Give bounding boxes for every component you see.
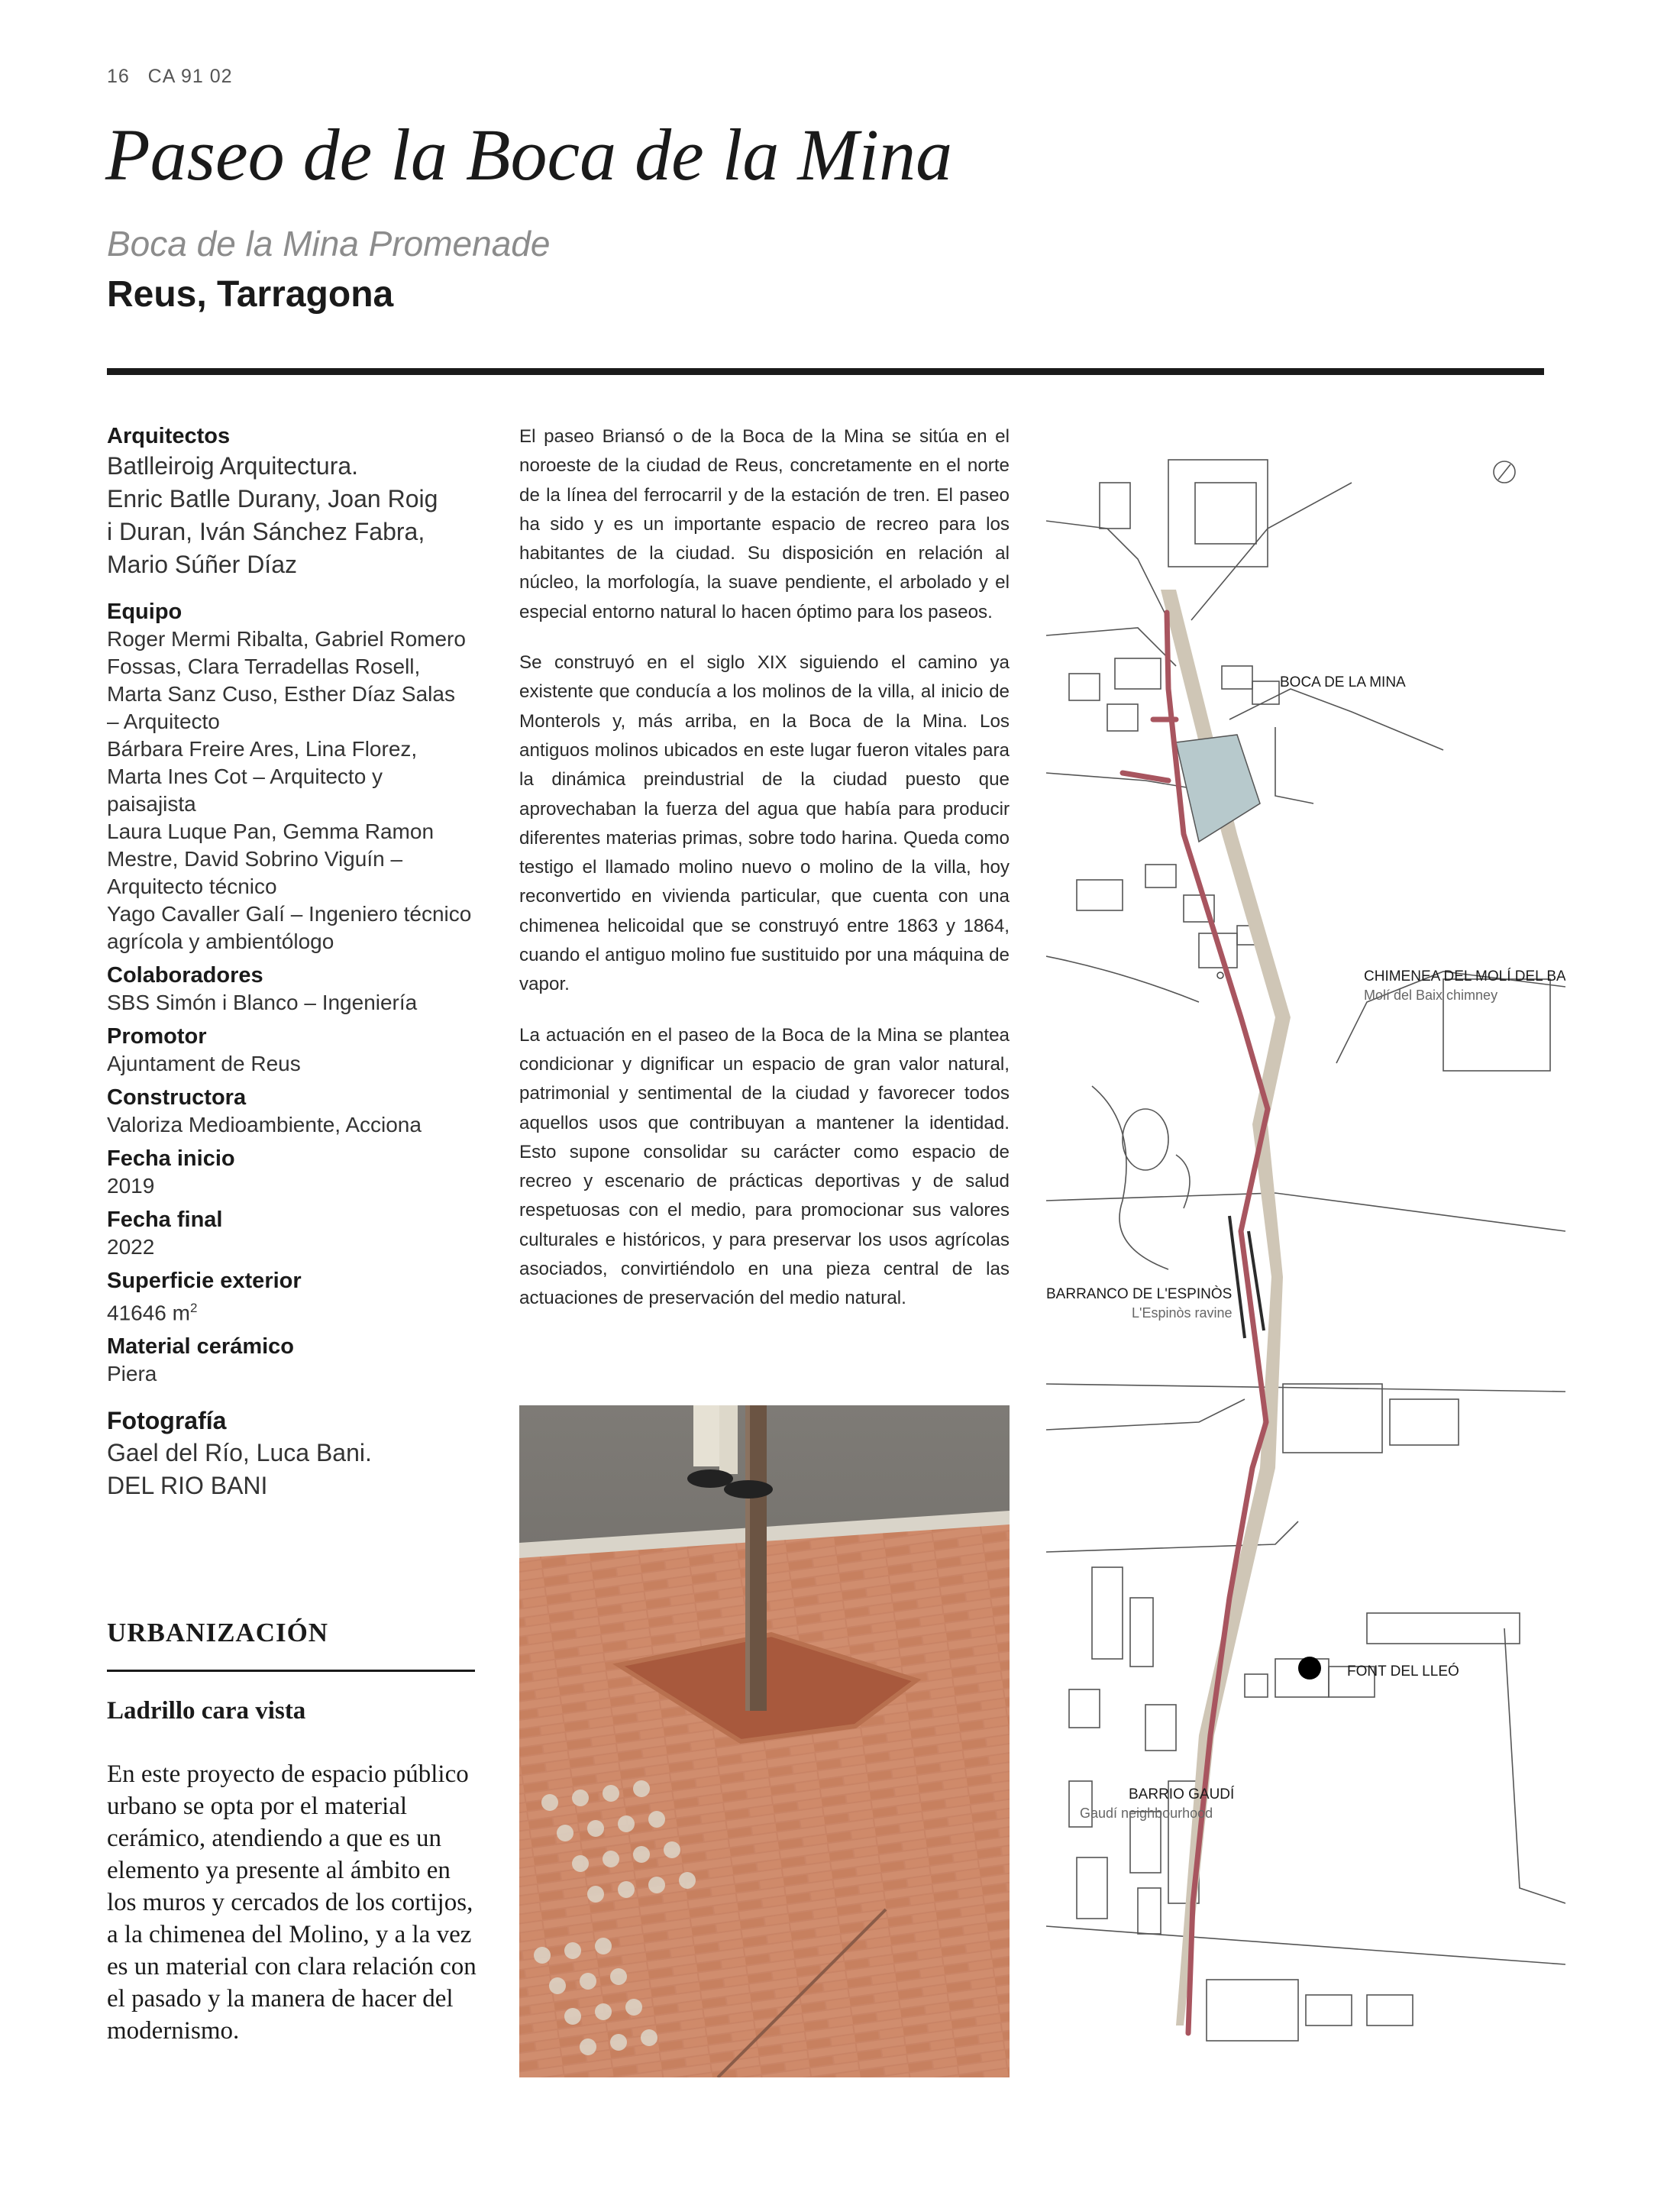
credits-label-promotor: Promotor <box>107 1024 207 1049</box>
credits-equipo-line: paisajista <box>107 792 196 816</box>
credits-fecha-final: 2022 <box>107 1235 155 1259</box>
pavement-photo <box>519 1405 1010 2077</box>
page-number: 16 <box>107 66 130 87</box>
article-subtitle: Boca de la Mina Promenade <box>107 224 551 263</box>
section-text: En este proyecto de espacio público urbano se opta por el material cerámico, atendiendo a que es un elemento ya presente al ámbito en los muros y cercados de los cortijos, a la chimenea del Molino, y a la vez es un material con clara relación con el pasado y la manera de hacer del modernismo. <box>107 1760 477 2045</box>
chimney-marker <box>1217 972 1223 978</box>
page-header <box>107 66 233 88</box>
credits-label-fecha-inicio: Fecha inicio <box>107 1146 235 1171</box>
title-divider <box>107 368 1544 375</box>
section-subheading: Ladrillo cara vista <box>107 1697 306 1725</box>
credits-equipo-line: Fossas, Clara Terradellas Rosell, <box>107 655 421 678</box>
credits-equipo-line: Mestre, David Sobrino Viguín – <box>107 847 403 871</box>
pavement-photo-drawing <box>519 1405 1010 2077</box>
map-label-chimenea: CHIMENEA DEL MOLÍ DEL BAIX <box>1364 968 1565 984</box>
credits-equipo-line: agrícola y ambientólogo <box>107 929 334 953</box>
article-title: Paseo de la Boca de la Mina <box>105 114 953 196</box>
credits-arquitectos-line: Batlleiroig Arquitectura. <box>107 452 359 480</box>
site-plan-drawing <box>1046 437 1565 2064</box>
map-label-barrio-en: Gaudí neighbourhood <box>1080 1806 1213 1821</box>
credits-label-material: Material cerámico <box>107 1334 295 1359</box>
credits-constructora: Valoriza Medioambiente, Acciona <box>107 1113 422 1136</box>
credits-fotografia-line: Gael del Río, Luca Bani. <box>107 1439 372 1467</box>
publication-code: CA 91 02 <box>147 66 233 87</box>
map-label-chimenea-en: Molí del Baix chimney <box>1364 988 1498 1003</box>
article-location: Reus, Tarragona <box>107 274 394 315</box>
credits-fotografia-line: DEL RIO BANI <box>107 1472 268 1500</box>
superficie-unit-exponent: 2 <box>189 1301 198 1315</box>
credits-equipo-line: Roger Mermi Ribalta, Gabriel Romero <box>107 627 466 651</box>
credits-label-superficie: Superficie exterior <box>107 1269 302 1293</box>
credits-label-fotografia: Fotografía <box>107 1407 227 1435</box>
superficie-value: 41646 m <box>107 1301 190 1325</box>
section-divider <box>107 1670 475 1672</box>
body-paragraph: Se construyó en el siglo XIX siguiendo el camino ya existente que conducía a los molinos de la villa, al inicio de Monterols y, más arriba, en la Boca de la Mina. Los antiguos molinos ubicados en este lugar fueron vitales para la dinámica preindustrial de la ciudad puesto que aprovechaban la fuerza del agua que había para producir diferentes materias primas, sobre todo harina. Queda como testigo el llamado molino nuevo o molino de la villa, hoy reconvertido en vivienda particular, que cuenta con una chimenea helicoidal que se construyó entre 1863 y 1864, cuando el antiguo molino fue sustituido por una máquina de vapor. <box>519 652 1010 995</box>
credits-label-constructora: Constructora <box>107 1085 247 1110</box>
body-paragraph: El paseo Briansó o de la Boca de la Mina se sitúa en el noroeste de la ciudad de Reus, concretamente en el norte de la línea del ferrocarril y de la estación de tren. El paseo ha sido y es un importante espacio de recreo para los habitantes de la ciudad. Su disposición en relación al núcleo, la morfología, la suave pendiente, el arbolado y el especial entorno natural lo hacen óptimo para los paseos. <box>519 426 1010 622</box>
water-area <box>1176 735 1260 842</box>
font-del-lleo-marker <box>1298 1657 1321 1680</box>
credits-label-arquitectos: Arquitectos <box>107 424 231 448</box>
credits-equipo-line: Marta Sanz Cuso, Esther Díaz Salas <box>107 682 455 706</box>
credits-arquitectos-line: i Duran, Iván Sánchez Fabra, <box>107 518 425 545</box>
body-paragraph: La actuación en el paseo de la Boca de la Mina se plantea condicionar y dignificar un espacio de gran valor natural, patrimonial y sentimental de la ciudad y favorecer todos aquellos usos que contribuyan a mantener la identidad. Esto supone consolidar su carácter como espacio de recreo y escenario de prácticas deportivas y de salud respetuosas con el medio, para promocionar sus valores culturales e históricos, y para preservar los usos agrícolas asociados, convirtiéndolo en una pieza central de las actuaciones de preservación del medio natural. <box>519 1024 1010 1309</box>
credits-equipo-line: – Arquitecto <box>107 710 220 733</box>
credits-equipo-line: Laura Luque Pan, Gemma Ramon <box>107 820 435 843</box>
credits-arquitectos-line: Mario Súñer Díaz <box>107 551 297 578</box>
map-label-font: FONT DEL LLEÓ <box>1347 1663 1459 1680</box>
site-plan-map <box>1046 437 1565 2064</box>
map-label-barrio: BARRIO GAUDÍ <box>1129 1786 1235 1802</box>
map-label-barranco: BARRANCO DE L'ESPINÒS <box>1046 1286 1233 1302</box>
map-label-boca: BOCA DE LA MINA <box>1280 674 1406 690</box>
credits-arquitectos-line: Enric Batlle Durany, Joan Roig <box>107 485 438 512</box>
credits-label-fecha-final: Fecha final <box>107 1208 223 1232</box>
credits-superficie <box>107 1295 489 1327</box>
credits-equipo-line: Yago Cavaller Galí – Ingeniero técnico <box>107 902 472 926</box>
credits-label-colaboradores: Colaboradores <box>107 963 263 988</box>
credits-promotor: Ajuntament de Reus <box>107 1052 301 1075</box>
map-label-barranco-en: L'Espinòs ravine <box>1132 1305 1233 1321</box>
article-body <box>519 422 1010 1335</box>
credits-equipo-line: Arquitecto técnico <box>107 875 277 898</box>
section-heading: URBANIZACIÓN <box>107 1618 329 1647</box>
credits-column <box>107 422 489 1502</box>
credits-material: Piera <box>107 1362 157 1386</box>
credits-label-equipo: Equipo <box>107 600 183 624</box>
credits-equipo-line: Marta Ines Cot – Arquitecto y <box>107 765 383 788</box>
credits-colaboradores: SBS Simón i Blanco – Ingeniería <box>107 991 418 1014</box>
credits-fecha-inicio: 2019 <box>107 1174 155 1198</box>
credits-equipo-line: Bárbara Freire Ares, Lina Florez, <box>107 737 418 761</box>
